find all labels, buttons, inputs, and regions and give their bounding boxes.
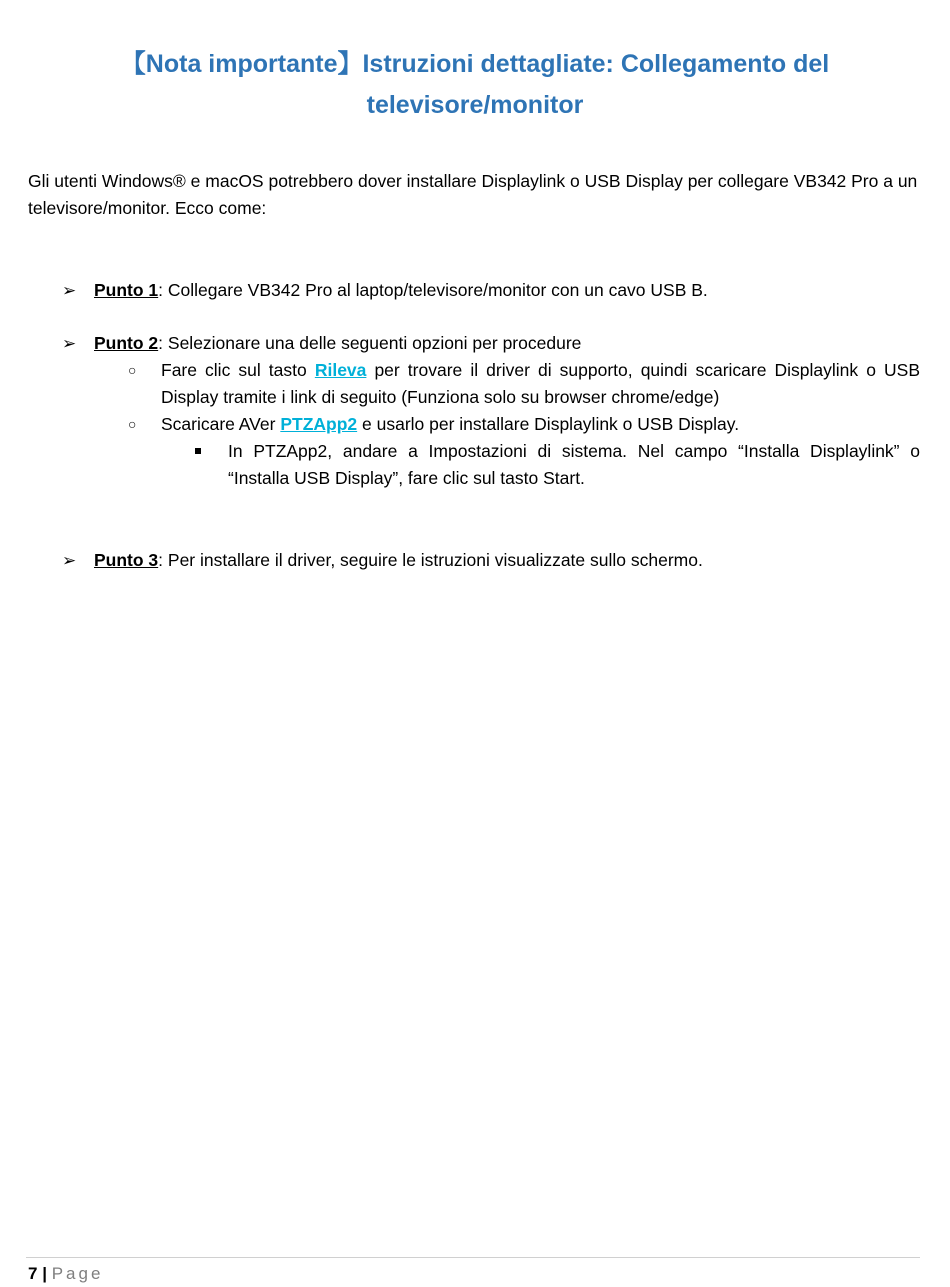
square-bullet-icon [195,448,201,454]
intro-paragraph: Gli utenti Windows® e macOS potrebbero dover installare Displaylink o USB Display per collegare VB342 Pro a un televisore/monitor. Ecco come: [28,171,918,218]
circle-bullet-icon: ○ [128,416,137,432]
title-line-1: 【Nota importante】Istruzioni dettagliate: Collegamento del [120,50,830,78]
page-word: Page [51,1264,104,1283]
step-2-text: : Selezionare una delle seguenti opzioni per procedure [158,333,582,353]
option-2-text-after: e usarlo per installare Displaylink o USB Display. [357,414,740,434]
step-1 [62,277,920,304]
step-2-option-1 [62,357,920,411]
option-1-text-after: per trovare il driver di supporto, quindi scaricare Displaylink o USB Display tramite i link di seguito (Funziona solo su browser chrome/edge) [161,360,920,407]
page-footer [28,1262,103,1286]
step-1-text: : Collegare VB342 Pro al laptop/televisore/monitor con un cavo USB B. [158,280,708,300]
step-3 [62,547,920,574]
step-1-label: Punto 1 [94,280,159,300]
page-number: 7 [28,1264,38,1283]
circle-bullet-icon: ○ [128,362,137,378]
step-2-label: Punto 2 [94,333,159,353]
option-2-sub-text: In PTZApp2, andare a Impostazioni di sistema. Nel campo “Installa Displaylink” o “Installa USB Display”, fare clic sul tasto Start. [228,441,920,488]
ptzapp2-link[interactable]: PTZApp2 [280,414,358,434]
arrow-bullet-icon: ➢ [62,551,77,570]
title-line-2: televisore/monitor [366,91,584,119]
option-1-text-before: Fare clic sul tasto [161,360,315,380]
option-2-sub-bullet [62,438,920,492]
footer-separator: | [42,1264,47,1283]
step-2-option-2 [62,411,920,438]
step-2 [62,330,920,357]
footer-divider [26,1257,920,1258]
arrow-bullet-icon: ➢ [62,281,77,300]
step-3-label: Punto 3 [94,550,159,570]
step-3-text: : Per installare il driver, seguire le istruzioni visualizzate sullo schermo. [158,550,703,570]
rileva-link[interactable]: Rileva [314,360,367,380]
page-title [0,44,950,126]
arrow-bullet-icon: ➢ [62,334,77,353]
option-2-text-before: Scaricare AVer [161,414,281,434]
